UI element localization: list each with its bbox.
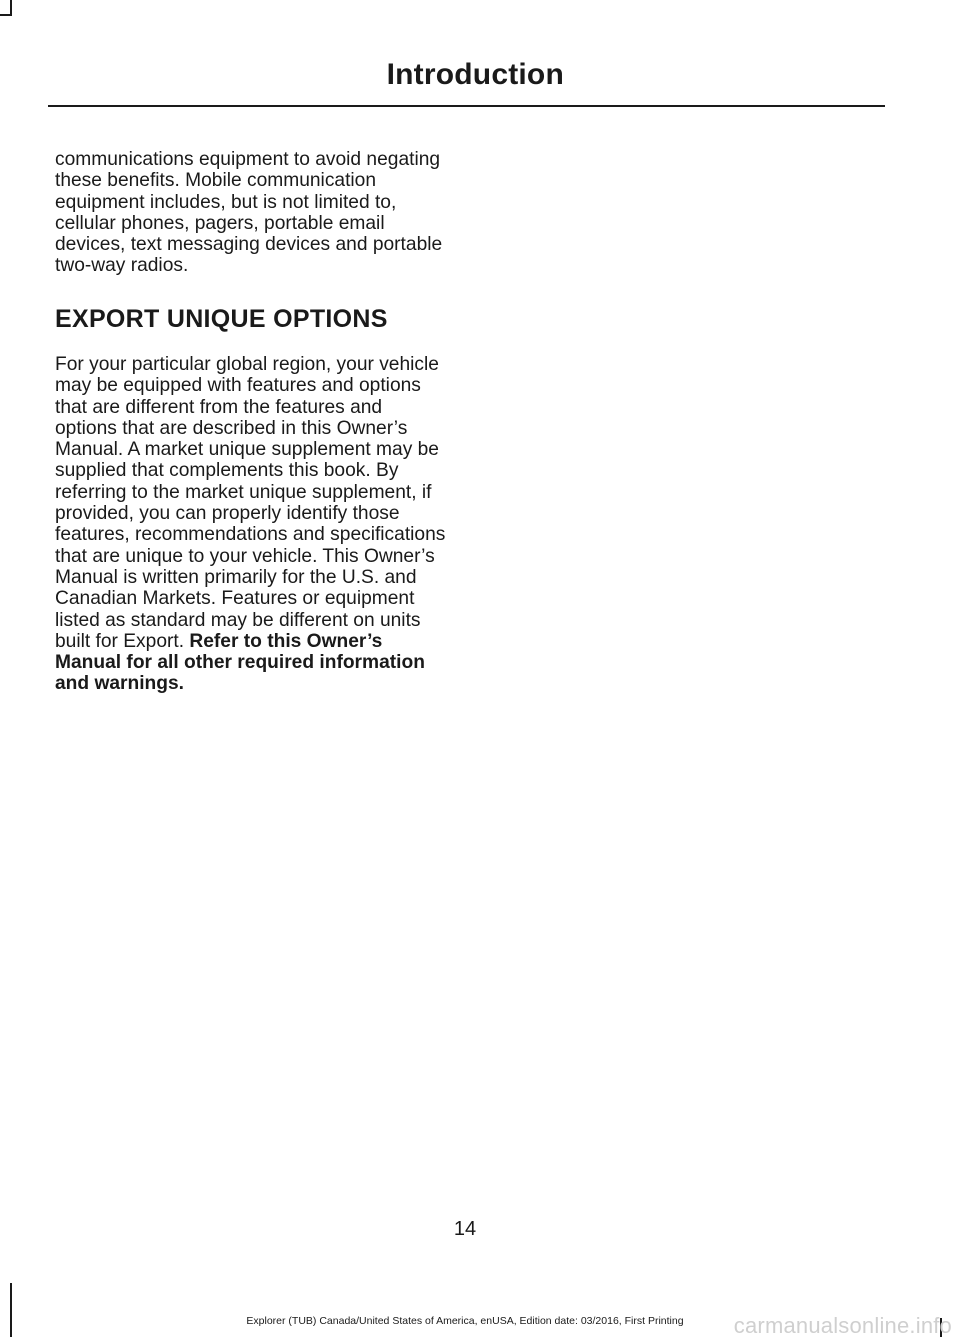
section-paragraph <box>55 354 447 695</box>
page-title: Introduction <box>386 58 564 91</box>
watermark: carmanualsonline.info <box>733 1313 952 1338</box>
header-divider <box>48 105 885 107</box>
crop-mark <box>10 1283 12 1337</box>
section-paragraph-emphasis: Refer to this Owner’s Manual for all other required information and warnings. <box>55 630 425 695</box>
section-paragraph-text: For your particular global region, your vehicle may be equipped with features and options that are different from the features and options that are described in this Owner’s Manual. A market unique supplement may be supplied that complements this book. By referring to the market unique supplement, if provided, you can properly identify those features, recommendations and specifications that are unique to your vehicle. This Owner’s Manual is written primarily for the U.S. and Canadian Markets. Features or equipment listed as standard may be different on units built for Export. <box>55 354 446 652</box>
intro-paragraph: communications equipment to avoid negating these benefits. Mobile communication equipment includes, but is not limited to, cellular phones, pagers, portable email devices, text messaging devices and portable two-way radios. <box>55 149 443 277</box>
page-number: 14 <box>453 1218 477 1240</box>
footer-edition-info: Explorer (TUB) Canada/United States of America, enUSA, Edition date: 03/2016, First Printing <box>246 1315 684 1327</box>
section-heading: EXPORT UNIQUE OPTIONS <box>55 305 388 333</box>
crop-mark <box>0 14 12 16</box>
